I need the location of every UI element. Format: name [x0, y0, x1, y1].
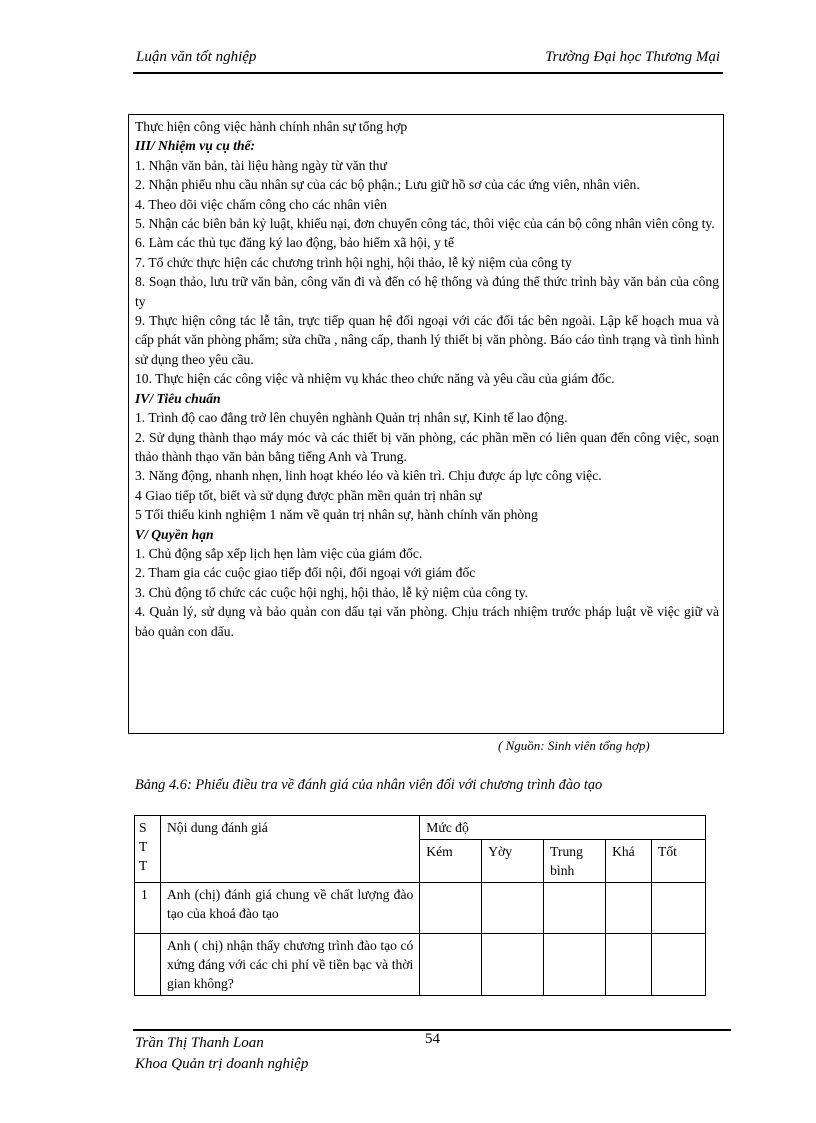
job-line: 4. Theo dõi việc chấm công cho các nhân viên [135, 196, 387, 212]
job-line: 4. Quản lý, sử dụng và bảo quản con dấu tại văn phòng. Chịu trách nhiệm trước pháp luật về việc giữ và bảo quản con dấu. [135, 604, 719, 639]
job-line: 3. Năng động, nhanh nhẹn, linh hoạt khéo léo và kiên trì. Chịu được áp lực công việc. [135, 468, 602, 484]
row-stt: 1 [135, 883, 161, 934]
rating-cell [420, 883, 482, 934]
level-header: Mức độ [420, 816, 706, 840]
job-line: 4 Giao tiếp tốt, biết và sử dụng được phần mền quản trị nhân sự [135, 487, 482, 503]
page-number: 54 [425, 1031, 440, 1047]
job-line: 8. Soạn thảo, lưu trữ văn bản, công văn đi và đến có hệ thống và đúng thể thức trình bày văn bản của công ty [135, 274, 719, 309]
table-caption: Bảng 4.6: Phiếu điều tra về đánh giá của nhân viên đối với chương trình đào tạo [135, 777, 603, 793]
header-right-title: Trường Đại học Thương Mại [545, 49, 720, 65]
job-line: 1. Chủ động sắp xếp lịch hẹn làm việc của giám đốc. [135, 545, 423, 561]
job-line: 1. Trình độ cao đẳng trở lên chuyên nghành Quản trị nhân sự, Kinh tế lao động. [135, 410, 568, 426]
row-content: Anh (chị) đánh giá chung về chất lượng đào tạo của khoá đào tạo [160, 883, 419, 934]
row-content: Anh ( chị) nhận thấy chương trình đào tạo có xứng đáng với các chi phí về tiền bạc và thời gian không? [160, 934, 419, 996]
job-line: 5 Tối thiểu kinh nghiệm 1 năm về quản trị nhân sự, hành chính văn phòng [135, 507, 538, 523]
source-note: ( Nguồn: Sinh viên tổng hợp) [498, 738, 650, 753]
job-line: 7. Tổ chức thực hiện các chương trình hội nghị, hội thảo, lễ kỷ niệm của công ty [135, 254, 572, 270]
rating-cell [652, 883, 706, 934]
survey-table [134, 815, 706, 996]
rating-cell [652, 934, 706, 996]
job-line: 10. Thực hiện các công việc và nhiệm vụ khác theo chức năng và yêu cầu của giám đốc. [135, 371, 615, 387]
job-line: 3. Chủ động tổ chức các cuộc hội nghị, hội thảo, lễ kỷ niệm của công ty. [135, 584, 529, 600]
job-line: 6. Làm các thủ tục đăng ký lao động, bảo hiểm xã hội, y tế [135, 235, 454, 251]
header-left-title: Luận văn tốt nghiệp [136, 49, 257, 65]
section-heading-duties: III/ Nhiệm vụ cụ thể: [135, 138, 256, 154]
row-stt [135, 934, 161, 996]
job-line: 9. Thực hiện công tác lễ tân, trực tiếp quan hệ đối ngoại với các đối tác bên ngoài. Lập kế hoạch mua và cấp phát văn phòng phẩm; sửa chữa , nâng cấp, thanh lý thiết bị văn phòng. Báo cáo tình trạng và tình hình sử dụng theo yêu cầu. [135, 313, 719, 367]
rating-cell [482, 883, 544, 934]
stt-header: S T T [135, 816, 161, 883]
footer-faculty: Khoa Quản trị doanh nghiệp [135, 1056, 309, 1072]
rating-cell [544, 883, 606, 934]
level-header-cell: Kém [420, 840, 482, 883]
job-line: 2. Sử dụng thành thạo máy móc và các thiết bị văn phòng, các phần mền có liên quan đến công việc, soạn thảo thành thạo văn bản bằng tiếng Anh và Trung. [135, 429, 719, 464]
level-header-cell: Trung bình [544, 840, 606, 883]
rating-cell [606, 934, 652, 996]
section-heading-authority: V/ Quyền hạn [135, 526, 214, 542]
job-line: 2. Tham gia các cuộc giao tiếp đối nội, đối ngoại với giám đốc [135, 565, 476, 581]
level-header-cell: Tốt [652, 840, 706, 883]
table-row [135, 934, 706, 996]
job-line: 5. Nhận các biên bản kỷ luật, khiếu nại, đơn chuyển công tác, thôi việc của cán bộ công nhân viên công ty. [135, 216, 715, 232]
rating-cell [606, 883, 652, 934]
rating-cell [482, 934, 544, 996]
job-description-box [128, 114, 724, 734]
header-divider [133, 72, 723, 74]
table-row [135, 883, 706, 934]
level-header-cell: Khá [606, 840, 652, 883]
job-line: 1. Nhận văn bản, tài liệu hàng ngày từ văn thư [135, 157, 387, 173]
content-header: Nội dung đánh giá [160, 816, 419, 883]
job-line: Thực hiện công việc hành chính nhân sự tổng hợp [135, 119, 408, 134]
footer-author: Trần Thị Thanh Loan [135, 1035, 264, 1051]
table-header-row [135, 816, 706, 840]
level-header-cell: Yờy [482, 840, 544, 883]
section-heading-standards: IV/ Tiêu chuẩn [135, 390, 221, 406]
rating-cell [544, 934, 606, 996]
rating-cell [420, 934, 482, 996]
job-line: 2. Nhận phiếu nhu cầu nhân sự của các bộ phận.; Lưu giữ hồ sơ của các ứng viên, nhân viên. [135, 177, 640, 193]
